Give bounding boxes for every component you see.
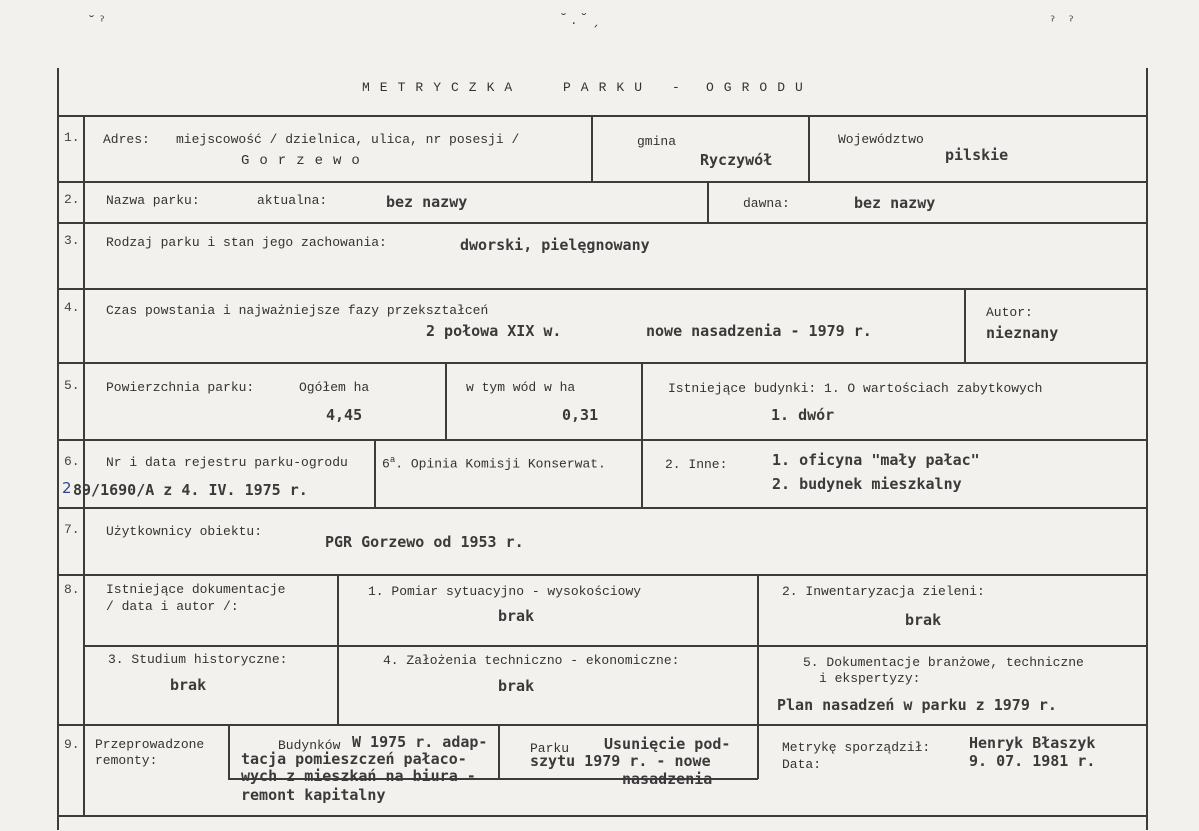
branch-docs-label-1: 5. Dokumentacje branżowe, techniczne: [803, 655, 1084, 670]
date-value: 9. 07. 1981 r.: [969, 752, 1096, 770]
scan-mark: ˘ . ˘ ˏ: [560, 12, 599, 28]
branch-docs-label-2: i ekspertyzy:: [819, 671, 921, 686]
form-title-dash: -: [672, 80, 680, 95]
users-value: PGR Gorzewo od 1953 r.: [325, 533, 524, 551]
greenery-inventory-value: brak: [905, 611, 942, 629]
form-title-metryczka: METRYCZKA: [362, 80, 523, 95]
prepared-by-value: Henryk Błaszyk: [969, 734, 1096, 752]
park-renovation-line-3: nasadzenia: [622, 770, 713, 788]
area-total-value: 4,45: [326, 406, 363, 424]
park-renovation-line-2: szytu 1979 r. - nowe: [530, 752, 711, 770]
other-building-2: 2. budynek mieszkalny: [772, 475, 962, 493]
row-number-1: 1.: [64, 130, 80, 145]
history-value-1: 2 połowa XIX w.: [426, 322, 562, 340]
buildings-renovation-line-2: tacja pomieszczeń pałaco-: [241, 750, 467, 768]
address-value: Gorzewo: [241, 153, 370, 169]
history-label: Czas powstania i najważniejsze fazy przekształceń: [106, 303, 489, 318]
park-renovation-line-1: Usunięcie pod-: [604, 735, 731, 753]
park-type-value: dworski, pielęgnowany: [460, 236, 650, 254]
historical-study-label: 3. Studium historyczne:: [108, 652, 288, 667]
buildings-value: 1. dwór: [771, 406, 835, 424]
technical-assumptions-label: 4. Założenia techniczno - ekonomiczne:: [383, 653, 680, 668]
historical-study-value: brak: [170, 676, 207, 694]
row-number-5: 5.: [64, 378, 80, 393]
area-label: Powierzchnia parku:: [106, 380, 255, 395]
author-value: nieznany: [986, 324, 1059, 342]
register-label: Nr i data rejestru parku-ogrodu: [106, 455, 348, 470]
renovations-label-1: Przeprowadzone: [95, 737, 205, 752]
area-total-label: Ogółem ha: [299, 380, 370, 395]
opinion-label: 6$^a$. Opinia Komisji Konserwat.: [382, 455, 606, 472]
other-building-1: 1. oficyna "mały pałac": [772, 451, 980, 469]
form-title-parku: PARKU: [563, 80, 653, 95]
address-label: Adres:: [103, 132, 150, 147]
row-number-2: 2.: [64, 192, 80, 207]
greenery-inventory-label: 2. Inwentaryzacja zieleni:: [782, 584, 985, 599]
wojewodztwo-value: pilskie: [945, 146, 1009, 164]
survey-value: brak: [498, 607, 535, 625]
renovations-label-2: remonty:: [95, 753, 158, 768]
gmina-value: Ryczywół: [700, 151, 773, 169]
row-number-7: 7.: [64, 522, 80, 537]
users-label: Użytkownicy obiektu:: [106, 524, 263, 539]
row-number-4: 4.: [64, 300, 80, 315]
buildings-renovation-line-1: W 1975 r. adap-: [352, 733, 488, 751]
current-name-label: aktualna:: [257, 193, 328, 208]
scan-mark: ˘ ˀ: [88, 14, 105, 30]
author-label: Autor:: [986, 305, 1033, 320]
gmina-label: gmina: [637, 134, 677, 149]
address-hint: miejscowość / dzielnica, ulica, nr posesji /: [176, 132, 520, 147]
technical-assumptions-value: brak: [498, 677, 535, 695]
survey-label: 1. Pomiar sytuacyjno - wysokościowy: [368, 584, 642, 599]
row-number-8: 8.: [64, 582, 80, 597]
row-number-6: 6.: [64, 454, 80, 469]
wojewodztwo-label: Województwo: [838, 132, 924, 147]
register-handwritten-prefix: 2: [62, 479, 72, 497]
date-label: Data:: [782, 757, 822, 772]
history-value-2: nowe nasadzenia - 1979 r.: [646, 322, 872, 340]
buildings-renovation-line-4: remont kapitalny: [241, 786, 386, 804]
park-name-label: Nazwa parku:: [106, 193, 200, 208]
row-number-3: 3.: [64, 233, 80, 248]
scan-mark: ˀ ˀ: [1050, 14, 1074, 30]
row-number-9: 9.: [64, 737, 80, 752]
branch-docs-value: Plan nasadzeń w parku z 1979 r.: [777, 696, 1057, 714]
former-name-value: bez nazwy: [854, 194, 936, 212]
park-type-label: Rodzaj parku i stan jego zachowania:: [106, 235, 387, 250]
water-area-label: w tym wód w ha: [466, 380, 576, 395]
water-area-value: 0,31: [562, 406, 599, 424]
documentation-label-2: / data i autor /:: [106, 599, 239, 614]
documentation-label-1: Istniejące dokumentacje: [106, 582, 286, 597]
buildings-renovation-line-3: wych z mieszkań na biura -: [241, 767, 476, 785]
park-renovation-label: Parku: [530, 741, 570, 756]
prepared-by-label: Metrykę sporządził:: [782, 740, 931, 755]
current-name-value: bez nazwy: [386, 193, 468, 211]
buildings-label: Istniejące budynki: 1. O wartościach zabytkowych: [668, 381, 1043, 396]
register-value: 89/1690/A z 4. IV. 1975 r.: [73, 481, 308, 499]
form-title-ogrodu: OGRODU: [706, 80, 813, 95]
former-name-label: dawna:: [743, 196, 790, 211]
other-buildings-label: 2. Inne:: [665, 457, 728, 472]
buildings-renovation-label: Budynków: [278, 738, 341, 753]
